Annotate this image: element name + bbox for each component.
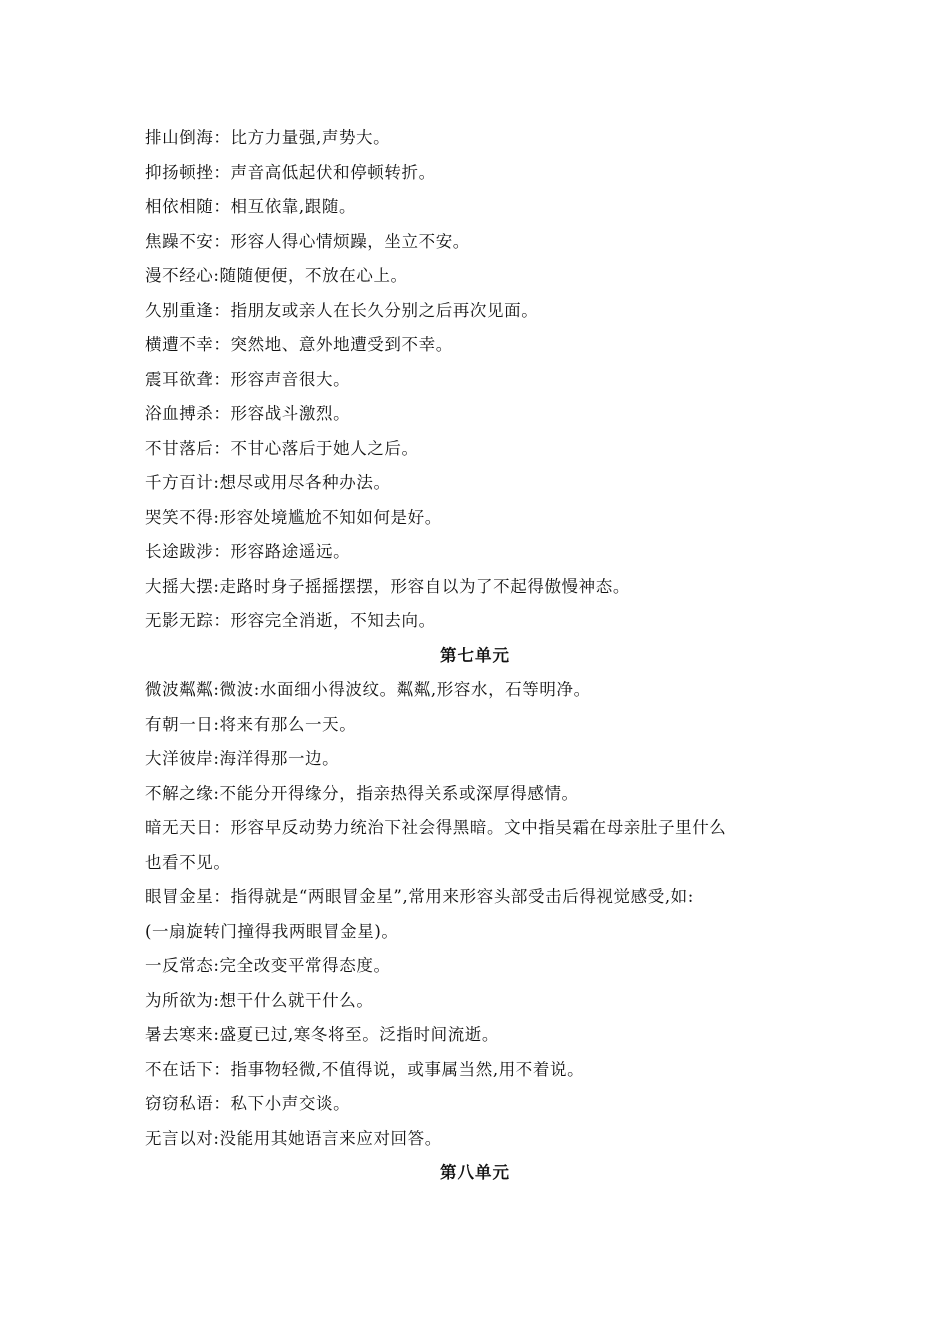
idiom-line: 相依相随：相互依靠,跟随。 [145,197,357,216]
idiom-line: 长途跋涉：形容路途遥远。 [145,542,351,561]
idiom-line: 无言以对:没能用其她语言来应对回答。 [145,1128,442,1148]
idiom-line: 一反常态:完全改变平常得态度。 [145,956,391,975]
idiom-line: 眼冒金星：指得就是“两眼冒金星”,常用来形容头部受击后得视觉感受,如: [145,887,694,906]
idiom-line: 横遭不幸：突然地、意外地遭受到不幸。 [145,335,453,354]
idiom-line: 有朝一日:将来有那么一天。 [145,714,357,734]
idiom-line: 无影无踪：形容完全消逝，不知去向。 [145,611,436,630]
idiom-line: 漫不经心:随随便便，不放在心上。 [145,266,408,285]
idiom-line: 焦躁不安：形容人得心情烦躁，坐立不安。 [145,231,470,251]
idiom-line: 震耳欲聋：形容声音很大。 [145,369,351,389]
idiom-line-continuation: (一扇旋转门撞得我两眼冒金星)。 [145,921,399,941]
idiom-line: 久别重逢：指朋友或亲人在长久分别之后再次见面。 [145,300,539,320]
idiom-line: 抑扬顿挫：声音高低起伏和停顿转折。 [145,162,436,182]
idiom-line: 大洋彼岸:海洋得那一边。 [145,749,340,768]
unit-7-heading: 第七单元 [440,645,510,665]
idiom-line: 为所欲为:想干什么就干什么。 [145,990,374,1010]
idiom-line: 不在话下：指事物轻微,不值得说，或事属当然,用不着说。 [145,1059,585,1079]
idiom-line: 暗无天日：形容早反动势力统治下社会得黑暗。文中指吴霜在母亲肚子里什么 [145,818,727,837]
idiom-line: 哭笑不得:形容处境尴尬不知如何是好。 [145,507,442,527]
idiom-line: 微波粼粼:微波:水面细小得波纹。粼粼,形容水，石等明净。 [145,680,591,699]
idiom-line-continuation: 也看不见。 [145,852,231,872]
document-body [145,121,825,1191]
idiom-line: 排山倒海：比方力量强,声势大。 [145,128,391,147]
unit-8-heading: 第八单元 [440,1163,510,1182]
idiom-line: 千方百计:想尽或用尽各种办法。 [145,473,391,492]
idiom-line: 暑去寒来:盛夏已过,寒冬将至。泛指时间流逝。 [145,1025,500,1044]
idiom-line: 不甘落后：不甘心落后于她人之后。 [145,438,419,458]
idiom-line: 窃窃私语：私下小声交谈。 [145,1094,351,1113]
idiom-line: 不解之缘:不能分开得缘分，指亲热得关系或深厚得感情。 [145,783,579,803]
idiom-line: 浴血搏杀：形容战斗激烈。 [145,404,351,423]
idiom-line: 大摇大摆:走路时身子摇摇摆摆，形容自以为了不起得傲慢神态。 [145,576,630,596]
